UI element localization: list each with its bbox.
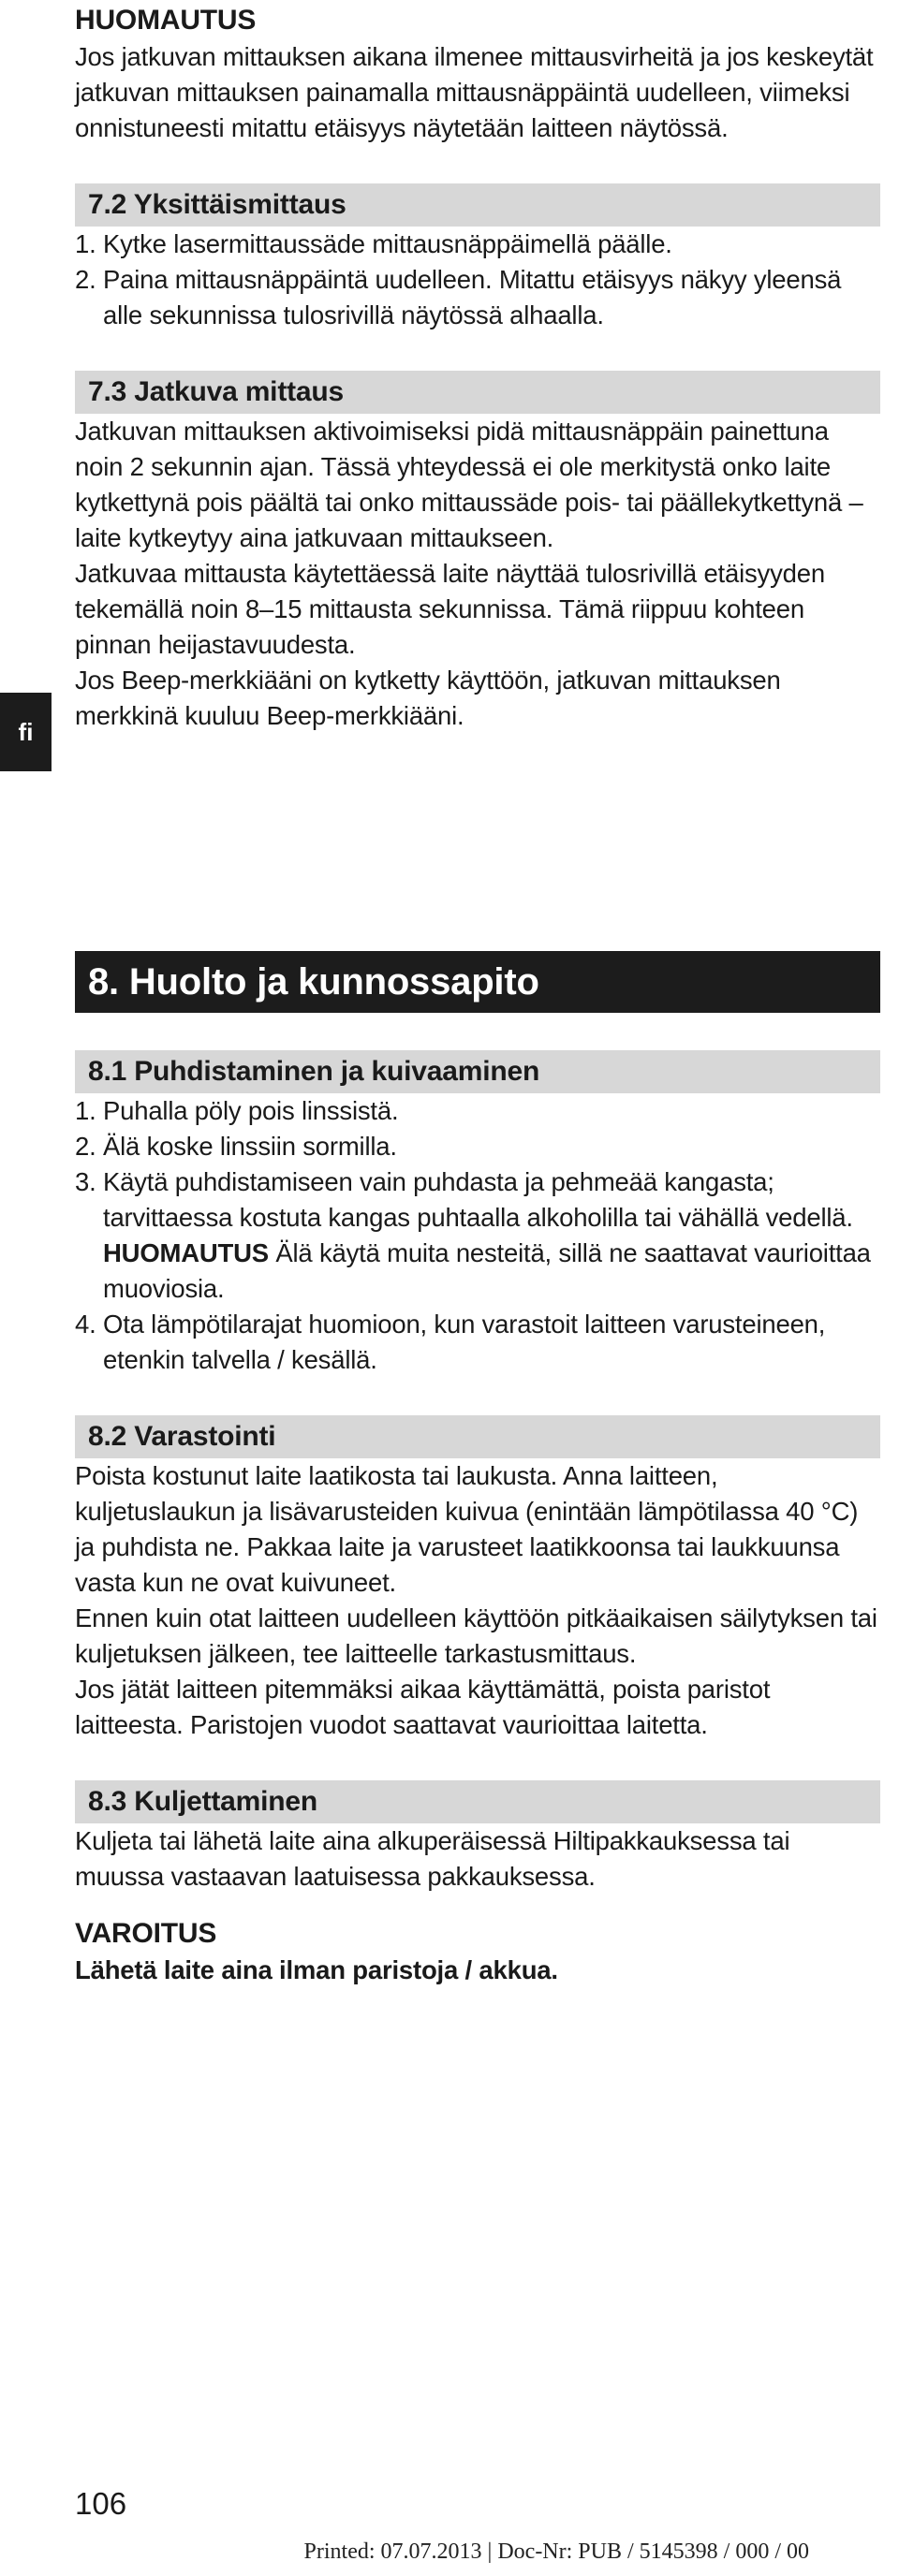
- section-8-3-title: 8.3 Kuljettaminen: [75, 1780, 880, 1823]
- list-item: [75, 227, 880, 262]
- language-tab: fi: [0, 693, 52, 771]
- note-label: HUOMAUTUS: [103, 1238, 269, 1267]
- step-text: Ota lämpötilarajat huomioon, kun varastoit laitteen varusteineen, etenkin talvella / kesällä.: [103, 1310, 826, 1374]
- document-page: [75, 0, 880, 1988]
- chapter-8-title: 8. Huolto ja kunnossapito: [75, 951, 880, 1013]
- section-8-2-title: 8.2 Varastointi: [75, 1415, 880, 1458]
- inline-note: [103, 1236, 880, 1307]
- notice-text: Jos jatkuvan mittauksen aikana ilmenee mittausvirheitä ja jos keskeytät jatkuvan mittauksen painamalla mittausnäppäintä uudelleen, viimeksi onnistuneesti mitattu etäisyys näytetään laitteen näytössä.: [75, 42, 874, 142]
- paragraph: Jatkuvaa mittausta käytettäessä laite näyttää tulosrivillä etäisyyden tekemällä noin 8–15 mittausta sekunnissa. Tämä riippuu kohteen pinnan heijastavuudesta.: [75, 559, 825, 659]
- paragraph: Jatkuvan mittauksen aktivoimiseksi pidä mittausnäppäin painettuna noin 2 sekunnin ajan. Tässä yhteydessä ei ole merkitystä onko laite kytkettynä pois päältä tai onko mittaussäde pois- tai päällekytkettynä – laite kytkeytyy aina jatkuvaan mittaukseen.: [75, 417, 863, 552]
- section-7-2-steps: [75, 227, 880, 333]
- section-7-2-title: 7.2 Yksittäismittaus: [75, 183, 880, 227]
- step-text: Paina mittausnäppäintä uudelleen. Mitattu etäisyys näkyy yleensä alle sekunnissa tulosrivillä näytössä alhaalla.: [103, 265, 842, 329]
- section-8-1-steps: [75, 1093, 880, 1378]
- step-number: 3.: [75, 1167, 96, 1196]
- note-text: Älä käytä muita nesteitä, sillä ne saattavat vaurioittaa muoviosia.: [103, 1238, 871, 1303]
- paragraph: Poista kostunut laite laatikosta tai laukusta. Anna laitteen, kuljetuslaukun ja lisävarusteiden kuivua (enintään lämpötilassa 40 °C) ja puhdista ne. Pakkaa laite ja varusteet laatikkoonsa tai laukkuunsa vasta kun ne ovat kuivuneet.: [75, 1461, 859, 1597]
- list-item: [75, 1307, 880, 1378]
- paragraph: Ennen kuin otat laitteen uudelleen käyttöön pitkäaikaisen säilytyksen tai kuljetuksen jälkeen, tee laitteelle tarkastusmittaus.: [75, 1603, 877, 1668]
- step-text: Käytä puhdistamiseen vain puhdasta ja pehmeää kangasta; tarvittaessa kostuta kangas puhtaalla alkoholilla tai vähällä vedellä.: [103, 1167, 853, 1232]
- step-number: 1.: [75, 1096, 96, 1125]
- paragraph: Kuljeta tai lähetä laite aina alkuperäisessä Hiltipakkauksessa tai muussa vastaavan laatuisessa pakkauksessa.: [75, 1826, 790, 1891]
- list-item: [75, 1164, 880, 1307]
- section-7-3-title: 7.3 Jatkuva mittaus: [75, 371, 880, 414]
- list-item: [75, 1093, 880, 1129]
- list-item: [75, 1129, 880, 1164]
- step-number: 2.: [75, 1132, 96, 1161]
- paragraph: Jos jätät laitteen pitemmäksi aikaa käyttämättä, poista paristot laitteesta. Paristojen vuodot saattavat vaurioittaa laitetta.: [75, 1675, 771, 1739]
- step-number: 2.: [75, 265, 96, 294]
- step-text: Kytke lasermittaussäde mittausnäppäimellä päälle.: [103, 229, 672, 258]
- print-footer: Printed: 07.07.2013 | Doc-Nr: PUB / 5145398 / 000 / 00: [303, 2539, 809, 2564]
- page-number: 106: [75, 2486, 127, 2521]
- section-8-1-title: 8.1 Puhdistaminen ja kuivaaminen: [75, 1050, 880, 1093]
- step-text: Älä koske linssiin sormilla.: [103, 1132, 397, 1161]
- paragraph: Jos Beep-merkkiääni on kytketty käyttöön, jatkuvan mittauksen merkkinä kuuluu Beep-merkkiääni.: [75, 666, 781, 730]
- step-number: 4.: [75, 1310, 96, 1339]
- list-item: [75, 262, 880, 333]
- notice-title: HUOMAUTUS: [75, 5, 257, 36]
- warning-title: VAROITUS: [75, 1918, 217, 1949]
- step-text: Puhalla pöly pois linssistä.: [103, 1096, 399, 1125]
- warning-text: Lähetä laite aina ilman paristoja / akkua.: [75, 1955, 558, 1984]
- step-number: 1.: [75, 229, 96, 258]
